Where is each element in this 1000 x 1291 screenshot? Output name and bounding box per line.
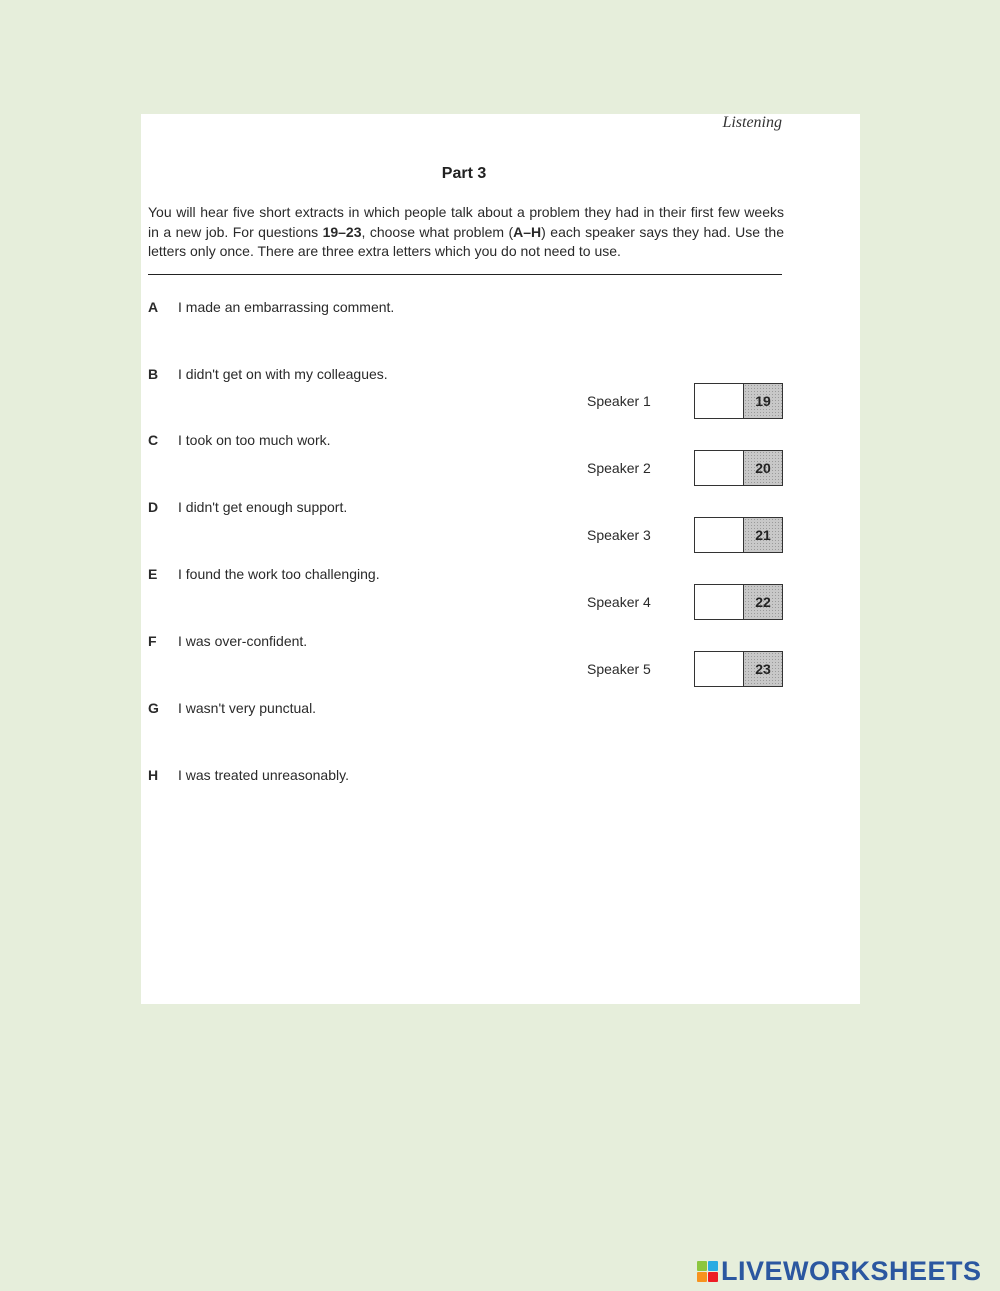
speaker-label: Speaker 5 — [587, 661, 651, 677]
speaker-row-3 — [587, 517, 783, 553]
instructions-text: ) each speaker says they had. Use the letters only once. There are three extra letters which you do not need to use. — [148, 223, 784, 259]
option-letter: F — [148, 633, 157, 649]
instructions-text: , choose what problem ( — [361, 223, 514, 240]
option-letter: E — [148, 566, 158, 582]
option-letter: D — [148, 499, 159, 515]
option-text: I was over-confident. — [178, 633, 308, 649]
option-c — [148, 432, 331, 448]
question-number: 20 — [744, 451, 782, 485]
answer-box — [694, 651, 783, 687]
letter-range: A–H — [513, 223, 542, 240]
speaker-label: Speaker 1 — [587, 393, 651, 409]
answer-input-21[interactable] — [695, 518, 744, 552]
option-letter: B — [148, 366, 159, 382]
liveworksheets-brand — [697, 1257, 982, 1285]
speaker-label: Speaker 4 — [587, 594, 651, 610]
option-g — [148, 700, 316, 716]
option-f — [148, 633, 307, 649]
logo-square — [697, 1261, 707, 1271]
instructions-text: You will hear five short extracts in which people talk about a problem they had in their first few weeks in a new job. For questions — [148, 204, 784, 240]
option-text: I didn't get on with my colleagues. — [178, 366, 388, 382]
option-d — [148, 499, 347, 515]
divider — [148, 274, 782, 275]
option-text: I was treated unreasonably. — [178, 767, 349, 783]
answer-input-19[interactable] — [695, 384, 744, 418]
option-e — [148, 566, 380, 582]
option-h — [148, 767, 349, 783]
answer-input-20[interactable] — [695, 451, 744, 485]
logo-square — [697, 1272, 707, 1282]
logo-square — [708, 1272, 718, 1282]
answer-box — [694, 517, 783, 553]
section-header: Listening — [722, 114, 782, 131]
question-number: 21 — [744, 518, 782, 552]
answer-input-23[interactable] — [695, 652, 744, 686]
question-number: 23 — [744, 652, 782, 686]
option-text: I made an embarrassing comment. — [178, 299, 395, 315]
speaker-label: Speaker 3 — [587, 527, 651, 543]
speaker-label: Speaker 2 — [587, 460, 651, 476]
option-text: I didn't get enough support. — [178, 499, 348, 515]
answer-box — [694, 383, 783, 419]
option-a — [148, 299, 394, 315]
answer-input-22[interactable] — [695, 585, 744, 619]
question-number: 19 — [744, 384, 782, 418]
speaker-row-4 — [587, 584, 783, 620]
question-number: 22 — [744, 585, 782, 619]
part-title: Part 3 — [441, 165, 487, 182]
logo-square — [708, 1261, 718, 1271]
worksheet-page — [141, 114, 860, 1004]
option-letter: C — [148, 432, 159, 448]
instructions — [148, 203, 784, 262]
speaker-row-2 — [587, 450, 783, 486]
question-range: 19–23 — [322, 223, 362, 240]
option-letter: G — [148, 700, 159, 716]
option-text: I took on too much work. — [178, 432, 331, 448]
option-letter: A — [148, 299, 159, 315]
option-b — [148, 366, 388, 382]
option-text: I found the work too challenging. — [178, 566, 380, 582]
answer-box — [694, 584, 783, 620]
speaker-row-1 — [587, 383, 783, 419]
option-text: I wasn't very punctual. — [178, 700, 317, 716]
answer-box — [694, 450, 783, 486]
speaker-row-5 — [587, 651, 783, 687]
brand-name: LIVEWORKSHEETS — [721, 1255, 982, 1286]
liveworksheets-logo-icon — [697, 1261, 718, 1282]
option-letter: H — [148, 767, 159, 783]
